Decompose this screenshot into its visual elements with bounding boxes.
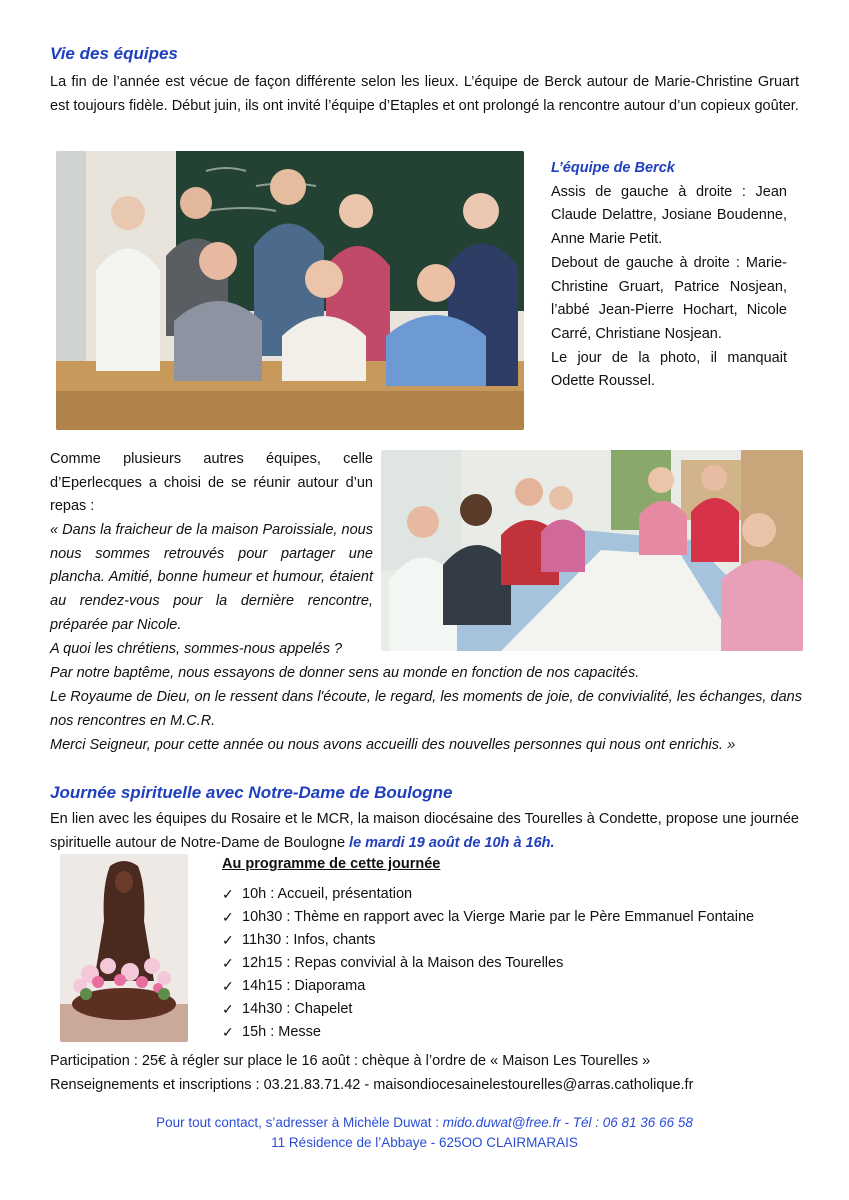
journee-intro	[50, 808, 799, 855]
program-item: ✓ 10h : Accueil, présentation	[222, 883, 822, 906]
eperlecques-quote-5: Merci Seigneur, pour cette année ou nous avons accueilli des nouvelles personnes qui nous ont enrichis. »	[50, 737, 736, 753]
berck-caption	[551, 157, 787, 394]
berck-caption-title: L’équipe de Berck	[551, 160, 675, 176]
notre-dame-statue-photo	[60, 854, 188, 1042]
checkmark-icon: ✓	[222, 932, 234, 948]
eperlecques-quote-4: Le Royaume de Dieu, on le ressent dans l'écoute, le regard, les moments de joie, de convivialité, les échanges, dans nos rencontres en M.C.R.	[50, 689, 802, 729]
eperlecques-photo-illustration	[381, 450, 803, 651]
berck-team-photo	[56, 151, 524, 430]
berck-photo-illustration	[56, 151, 524, 430]
program-list	[222, 883, 822, 1044]
checkmark-icon: ✓	[222, 1001, 234, 1017]
checkmark-icon: ✓	[222, 886, 234, 902]
berck-caption-missing: Le jour de la photo, il manquait Odette Roussel.	[551, 349, 787, 390]
checkmark-icon: ✓	[222, 955, 234, 971]
footer-address: 11 Résidence de l’Abbaye - 625OO CLAIRMARAIS	[271, 1135, 578, 1150]
eperlecques-meal-photo	[381, 450, 803, 651]
statue-illustration	[60, 854, 188, 1042]
journee-intro-text: En lien avec les équipes du Rosaire et le MCR, la maison diocésaine des Tourelles à Condette, propose une journée spirituelle autour de Notre-Dame de Boulogne	[50, 811, 799, 851]
journee-date: le mardi 19 août de 10h à 16h.	[349, 834, 555, 851]
footer-contact-prefix: Pour tout contact, s’adresser à Michèle Duwat :	[156, 1115, 443, 1130]
footer-contact-details[interactable]: mido.duwat@free.fr - Tél : 06 81 36 66 58	[442, 1115, 693, 1130]
participation-text: Participation : 25€ à régler sur place le 16 août : chèque à l’ordre de « Maison Les Tourelles »	[50, 1053, 651, 1069]
checkmark-icon: ✓	[222, 1024, 234, 1040]
eperlecques-quote-3: Par notre baptême, nous essayons de donner sens au monde en fonction de nos capacités.	[50, 665, 640, 681]
section-title-vie-des-equipes: Vie des équipes	[50, 44, 178, 63]
berck-caption-standing: Debout de gauche à droite : Marie-Christine Gruart, Patrice Nosjean, l’abbé Jean-Pierre Hochart, Nicole Carré, Christiane Nosjean.	[551, 254, 787, 342]
program-item: ✓ 11h30 : Infos, chants	[222, 929, 822, 952]
program-item: ✓ 14h30 : Chapelet	[222, 998, 822, 1021]
intro-paragraph: La fin de l’année est vécue de façon différente selon les lieux. L’équipe de Berck autour de Marie-Christine Gruart est toujours fidèle. Début juin, ils ont invité l’équipe d’Etaples et ont prolongé la rencontre autour d’un copieux goûter.	[50, 74, 799, 114]
program-item: ✓ 15h : Messe	[222, 1021, 822, 1044]
checkmark-icon: ✓	[222, 909, 234, 925]
program-item: ✓ 10h30 : Thème en rapport avec la Vierge Marie par le Père Emmanuel Fontaine	[222, 906, 822, 929]
berck-caption-seated: Assis de gauche à droite : Jean Claude Delattre, Josiane Boudenne, Anne Marie Petit.	[551, 183, 787, 248]
section-title-journee-spirituelle: Journée spirituelle avec Notre-Dame de Boulogne	[50, 783, 453, 802]
program-item: ✓ 12h15 : Repas convivial à la Maison des Tourelles	[222, 952, 822, 975]
program-item: ✓ 14h15 : Diaporama	[222, 975, 822, 998]
program-title: Au programme de cette journée	[222, 856, 441, 872]
eperlecques-quote-1: « Dans la fraicheur de la maison Paroissiale, nous nous sommes retrouvés pour partager une plancha. Amitié, bonne humeur et humour, étaient au rendez-vous pour la dernière rencontre, préparée par Nicole.	[50, 522, 373, 633]
eperlecques-quote-2: A quoi les chrétiens, sommes-nous appelés ?	[50, 641, 343, 657]
footer-contact	[0, 1113, 849, 1133]
registration-text: Renseignements et inscriptions : 03.21.83.71.42 - maisondiocesainelestourelles@arras.catholique.fr	[50, 1077, 694, 1093]
checkmark-icon: ✓	[222, 978, 234, 994]
eperlecques-intro: Comme plusieurs autres équipes, celle d’Eperlecques a choisi de se réunir autour d’un repas :	[50, 451, 373, 515]
